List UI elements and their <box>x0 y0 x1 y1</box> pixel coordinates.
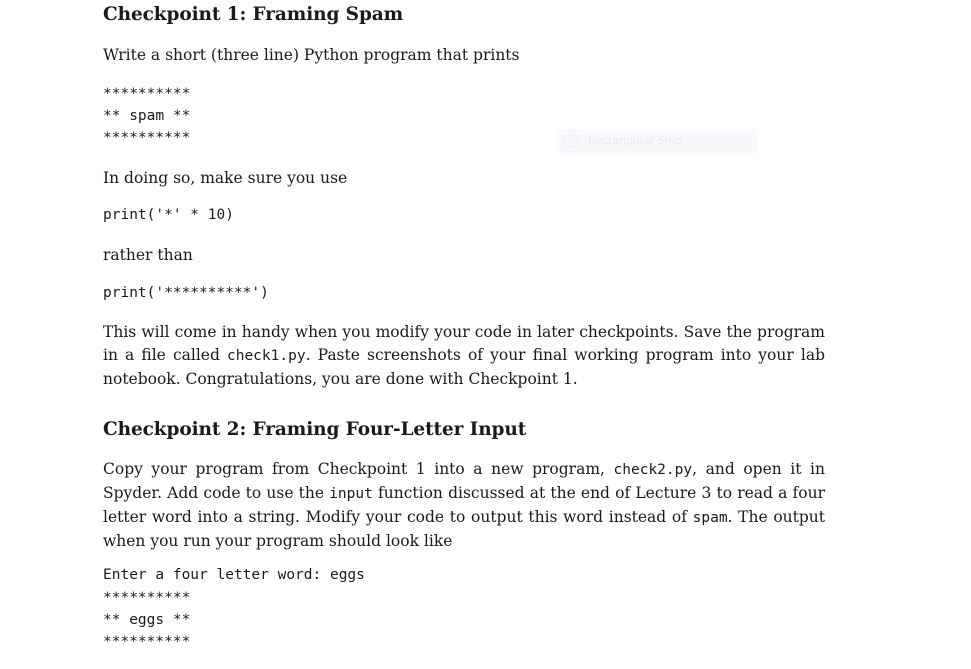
expected-output-line: ********** <box>103 130 191 146</box>
discouraged-code: print('**********') <box>103 285 269 301</box>
checkpoint-1-intro: Write a short (three line) Python program that prints <box>103 46 520 64</box>
closing-text: This will come in handy when you modify your code in later checkpoints. Save the program in a file called <box>103 323 825 364</box>
rectangular-snip-overlay <box>556 129 758 153</box>
filename-code: check2.py <box>613 462 693 478</box>
word-code: spam <box>692 510 728 526</box>
body-text: , and open it in Spyder. Add code to use the <box>103 460 825 502</box>
expected-output-line: ********** <box>103 86 191 102</box>
checkpoint-2-heading: Checkpoint 2: Framing Four-Letter Input <box>103 419 527 440</box>
example-prompt-line: Enter a four letter word: eggs <box>103 567 365 583</box>
snip-label: Rectangular Snip <box>588 134 682 147</box>
checkpoint-1-heading: Checkpoint 1: Framing Spam <box>103 4 404 25</box>
body-text: function discussed at the end of Lecture 3 to read a four letter word into a string. Modify your code to output this word instead of <box>103 484 825 526</box>
example-output-line: ** eggs ** <box>103 612 191 628</box>
rather-than-text: rather than <box>103 246 193 264</box>
checkpoint-1-closing <box>103 321 825 391</box>
filename-code: check1.py <box>226 348 306 364</box>
body-text: . The output when you run your program should look like <box>103 508 826 550</box>
checkpoint-2-body <box>103 458 825 553</box>
example-output-line: ********** <box>103 590 191 606</box>
body-text: Copy your program from Checkpoint 1 into a new program, <box>103 460 614 478</box>
snip-icon <box>564 135 578 147</box>
example-output-line: ********** <box>103 634 191 650</box>
recommended-code: print('*' * 10) <box>103 207 234 223</box>
expected-output-line: ** spam ** <box>103 108 191 124</box>
use-instruction: In doing so, make sure you use <box>103 169 348 187</box>
function-name-code: input <box>329 486 373 502</box>
closing-text: . Paste screenshots of your final working program into your lab notebook. Congratulations, you are done with Checkpoint 1. <box>103 346 825 388</box>
